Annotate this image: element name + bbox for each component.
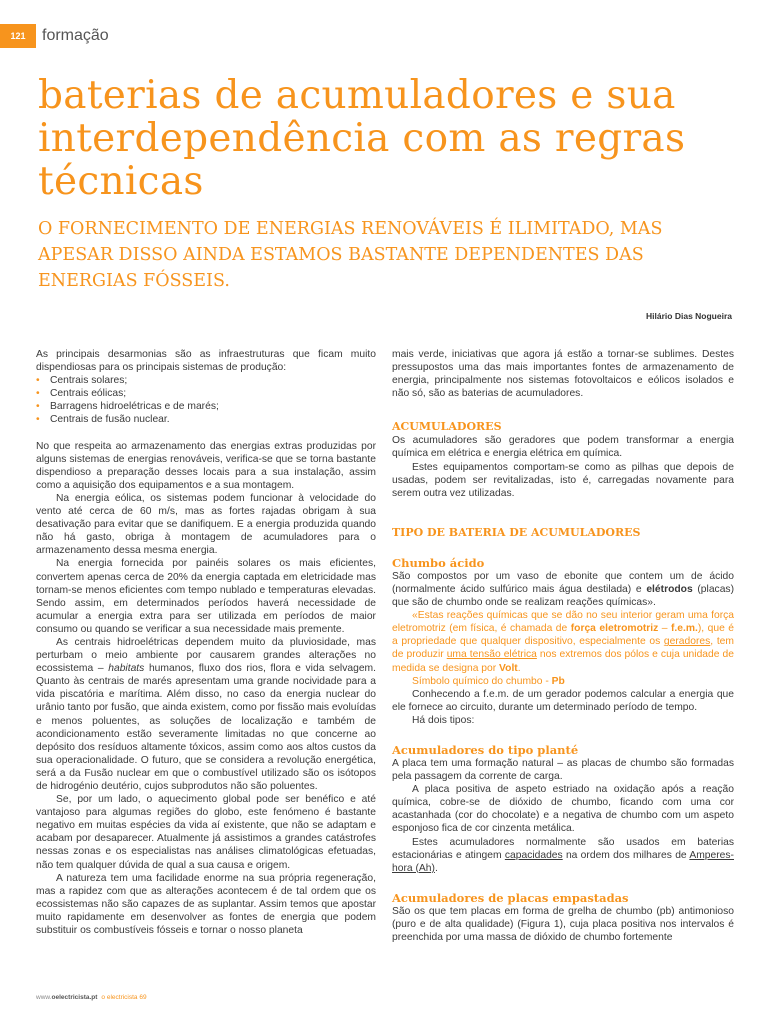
heading-placas-empastadas: Acumuladores de placas empastadas: [392, 890, 629, 905]
article-subtitle: O FORNECIMENTO DE ENERGIAS RENOVÁVEIS É ILIMITADO, MAS APESAR DISSO AINDA ESTAMOS BASTANTE DEPENDENTES DAS ENERGIAS FÓSSEIS.: [38, 219, 663, 291]
body-paragraph: No que respeita ao armazenamento das energias extras produzidas por alguns sistemas de energias renováveis, verifica-se que se torna bastante dispendioso a preparação desses locais para a sua instalação, assim como a aquisição dos equipamentos e a sua montagem.: [36, 440, 376, 491]
body-paragraph: Os acumuladores são geradores que podem transformar a energia química em elétrica e energia elétrica em química.: [392, 435, 734, 460]
heading-tipo-plante: Acumuladores do tipo planté: [392, 742, 579, 757]
body-paragraph: São compostos por um vaso de ebonite que contem um de ácido (normalmente ácido sulfúrico mais água destilada) e elétrodos (placas) que são de chumbo onde se realizam reações químicas».: [392, 570, 734, 609]
body-paragraph: Conhecendo a f.e.m. de um gerador podemos calcular a energia que ele fornece ao circuito, durante um determinado período de tempo.: [392, 688, 734, 713]
body-paragraph: mais verde, iniciativas que agora já estão a tornar-se sublimes. Destes pressupostos uma das mais importantes fontes de armazenamento de energia, principalmente nos sistemas fotovoltaicos e eólicos isolados e não só, são as baterias de acumuladores.: [392, 349, 734, 400]
body-paragraph: Na energia eólica, os sistemas podem funcionar à velocidade do vento até cerca de 60 m/s, mas as fortes rajadas obrigam à sua desativação para evitar que se danifiquem. E a energia produzida quando não há gasto, obriga à montagem de acumuladores para o armazenamento dessa mesma energia.: [36, 492, 376, 557]
body-paragraph: As centrais hidroelétricas dependem muito da pluviosidade, mas perturbam o meio ambiente por causarem grandes alterações no ecossistema – habitats humanos, fluxo dos rios, flora e vida selvagem. Quanto às centrais de marés apresentam uma grande nocividade para a vida piscatória e marítima. Além disso, no caso da energia nuclear do urânio tanto por fusão, que ainda existem, como por fissão mais evoluídas e menos poluentes, as soluções de localização e também de acondicionamento estão severamente limitadas no que concerne ao depósito dos resíduos altamente tóxicos, assim como aos altos custos da sua operacionalidade. O futuro, que se considera a revolução energética, será a da Fusão nuclear em que o combustível utilizado são os isótopos de hidrogénio deutério, cujos subprodutos não são poluentes.: [36, 636, 376, 792]
body-paragraph: São os que tem placas em forma de grelha de chumbo (pb) antimonioso (puro e de alta qualidade) (Figura 1), cuja placa positiva nos intervalos é preenchida por uma massa de dióxido de chumbo fortemente: [392, 905, 734, 943]
footer-url[interactable]: oelectricista.pt: [51, 994, 98, 1001]
article-title: baterias de acumuladores e sua interdependência com as regras técnicas: [38, 73, 686, 204]
bullet-icon: •: [36, 388, 40, 400]
body-paragraph: Estes acumuladores normalmente são usados em baterias estacionárias e atingem capacidades na ordem dos milhares de Amperes-hora (Ah).: [392, 836, 734, 874]
intro-paragraph: As principais desarmonias são as infraestruturas que ficam muito dispendiosas para os principais sistemas de produção:: [36, 349, 376, 374]
page-number: 121: [0, 24, 36, 48]
body-paragraph: A natureza tem uma facilidade enorme na sua própria regeneração, mas a rapidez com que as alterações acontecem é de tal ordem que os ecossistemas não são capazes de as suplantar. Assim temos que apostar muito rapidamente em desenvolver as fontes de energia que podem substituir os combustíveis fósseis e tornar o nosso planeta: [36, 872, 376, 937]
heading-acumuladores: ACUMULADORES: [392, 420, 502, 434]
quote-paragraph: «Estas reações químicas que se dão no seu interior geram uma força eletromotriz (em física, é chamada de força eletromotriz – f.e.m.), que é a propriedade que qualquer dispositivo, especialmente os geradores, tem de produzir uma tensão elétrica nos extremos dos pólos e cuja unidade de medida se designa por Volt.: [392, 610, 734, 674]
bullet-icon: •: [36, 414, 40, 426]
bullet-icon: •: [36, 401, 40, 413]
body-paragraph: Há dois tipos:: [412, 714, 475, 726]
body-paragraph: Estes equipamentos comportam-se como as pilhas que depois de usadas, podem ser revitalizadas, isto é, carregadas novamente para serem outra vez utilizadas.: [392, 461, 734, 499]
list-item: • Centrais de fusão nuclear.: [36, 414, 170, 426]
bullet-icon: •: [36, 375, 40, 387]
author-name: Hilário Dias Nogueira: [646, 311, 732, 321]
body-paragraph: Na energia fornecida por painéis solares os mais eficientes, convertem apenas cerca de 20% da energia captada em eletricidade mas tornam-se menos eficientes com tempo nublado e temperaturas elevadas. Sendo assim, em determinados períodos haverá necessidade de acumular a energia extra para ser utilizada em períodos de maior consumo ou quando se verificar a sua necessidade mais premente.: [36, 558, 376, 635]
left-column: [36, 348, 376, 937]
list-item: • Centrais eólicas;: [36, 388, 127, 400]
list-item: • Barragens hidroelétricas e de marés;: [36, 401, 219, 413]
right-column: [392, 348, 734, 944]
list-item: • Centrais solares;: [36, 375, 128, 387]
symbol-paragraph: Símbolo químico do chumbo - Pb: [412, 675, 565, 687]
section-label: formação: [42, 27, 109, 44]
body-paragraph: Se, por um lado, o aquecimento global pode ser benéfico e até vantajoso para algumas regiões do globo, este fenómeno é bastante negativo em muitas espécies da vida aí existente, que não se adaptam e acabam por desaparecer. Atualmente já assistimos a grandes catástrofes nessas zonas e os especialistas nas análises climatológicas efetuadas, não tem qualquer dúvida de qual a sua causa e origem.: [36, 794, 376, 871]
bullet-list: [36, 374, 376, 426]
footer: www.oelectricista.pt o electricista 69: [36, 994, 147, 1001]
footer-issue: o electricista 69: [101, 994, 147, 1001]
heading-tipo-bateria: TIPO DE BATERIA DE ACUMULADORES: [392, 525, 641, 539]
body-paragraph: A placa positiva de aspeto estriado na oxidação após a reação química, cobre-se de dióxido de chumbo, ficando com uma cor acastanhada (cor do chocolate) e a negativa de chumbo com um aspeto esponjoso fica de cor cinzenta metálica.: [392, 784, 734, 835]
heading-chumbo-acido: Chumbo ácido: [392, 555, 485, 570]
body-paragraph: A placa tem uma formação natural – as placas de chumbo são formadas pela passagem da corrente de carga.: [392, 757, 734, 783]
